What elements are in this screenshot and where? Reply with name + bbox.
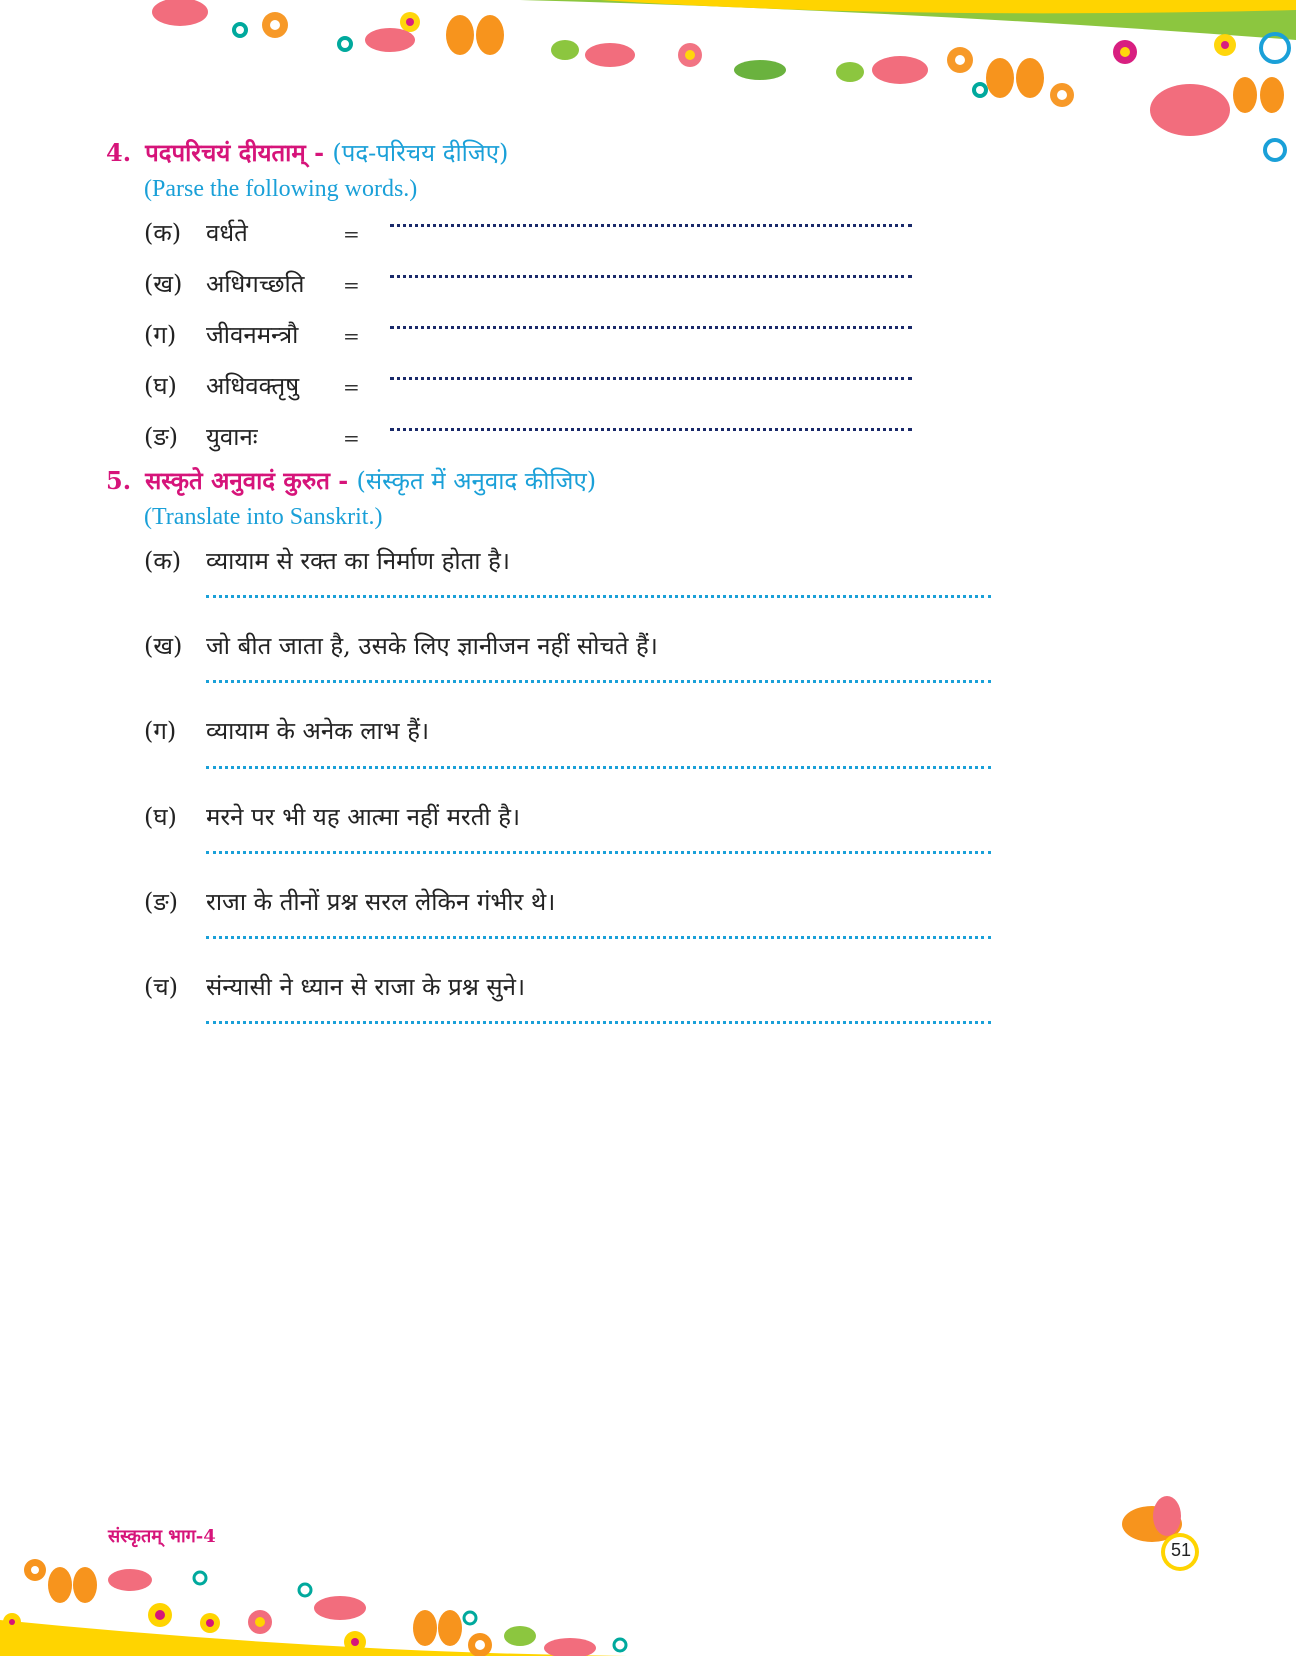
item-label: (ङ) — [144, 423, 179, 451]
book-title: संस्कृतम् भाग-4 — [108, 1526, 216, 1547]
item-label: (घ) — [144, 372, 177, 400]
item-sentence: मरने पर भी यह आत्मा नहीं मरती है। — [206, 803, 521, 831]
page-number: 51 — [1170, 1540, 1192, 1560]
flower-icon — [262, 12, 1236, 107]
answer-line[interactable] — [390, 224, 912, 227]
q5-item — [144, 800, 520, 833]
q5-item — [144, 714, 429, 747]
item-label: (ग) — [144, 717, 177, 745]
q4-item — [144, 420, 344, 453]
q4-item — [144, 318, 344, 351]
item-word: युवानः — [206, 423, 258, 451]
answer-line[interactable] — [206, 851, 991, 854]
q5-item — [144, 629, 658, 662]
item-sentence: राजा के तीनों प्रश्न सरल लेकिन गंभीर थे। — [206, 888, 556, 916]
q5-subtitle: (संस्कृत में अनुवाद कीजिए) — [356, 467, 597, 495]
equals-sign: = — [343, 426, 360, 450]
q4-english-instruction: (Parse the following words.) — [144, 176, 418, 202]
q4-item — [144, 267, 344, 300]
equals-sign: = — [343, 324, 360, 348]
answer-line[interactable] — [206, 1021, 991, 1024]
equals-sign: = — [343, 273, 360, 297]
item-label: (क) — [144, 547, 182, 575]
equals-sign: = — [343, 375, 360, 399]
item-word: वर्धते — [206, 219, 248, 247]
q4-heading — [106, 136, 508, 169]
bottom-decorative-border — [0, 1530, 1296, 1656]
q4-subtitle: (पद-परिचय दीजिए) — [332, 139, 509, 167]
answer-line[interactable] — [206, 766, 991, 769]
item-label: (ङ) — [144, 888, 179, 916]
q5-item — [144, 885, 555, 918]
answer-line[interactable] — [390, 377, 912, 380]
item-label: (ख) — [144, 632, 183, 660]
q5-item — [144, 970, 525, 1003]
answer-line[interactable] — [390, 275, 912, 278]
q5-title: सस्कृते अनुवादं कुरुत - — [145, 466, 349, 495]
item-label: (च) — [144, 973, 178, 1001]
item-label: (क) — [144, 219, 182, 247]
answer-line[interactable] — [206, 680, 991, 683]
q4-title: पदपरिचयं दीयताम् - — [145, 138, 325, 167]
q5-english-instruction: (Translate into Sanskrit.) — [144, 504, 383, 530]
item-label: (घ) — [144, 803, 177, 831]
q5-number: 5. — [106, 466, 132, 495]
item-label: (ग) — [144, 321, 177, 349]
answer-line[interactable] — [206, 936, 991, 939]
item-word: अधिगच्छति — [206, 270, 305, 298]
q4-item — [144, 369, 344, 402]
q5-item — [144, 544, 510, 577]
leaf-icon — [504, 1626, 536, 1646]
q5-heading — [106, 464, 596, 497]
answer-line[interactable] — [390, 326, 912, 329]
equals-sign: = — [343, 222, 360, 246]
item-sentence: संन्यासी ने ध्यान से राजा के प्रश्न सुने। — [206, 973, 526, 1001]
answer-line[interactable] — [206, 595, 991, 598]
item-sentence: व्यायाम के अनेक लाभ हैं। — [206, 717, 430, 745]
q4-number: 4. — [106, 138, 132, 167]
item-sentence: व्यायाम से रक्त का निर्माण होता है। — [206, 547, 510, 575]
item-label: (ख) — [144, 270, 183, 298]
item-sentence: जो बीत जाता है, उसके लिए ज्ञानीजन नहीं सोचते हैं। — [206, 632, 658, 660]
item-word: जीवनमन्त्रौ — [206, 321, 299, 349]
q4-item — [144, 216, 344, 249]
item-word: अधिवक्तृषु — [206, 372, 300, 400]
answer-line[interactable] — [390, 428, 912, 431]
